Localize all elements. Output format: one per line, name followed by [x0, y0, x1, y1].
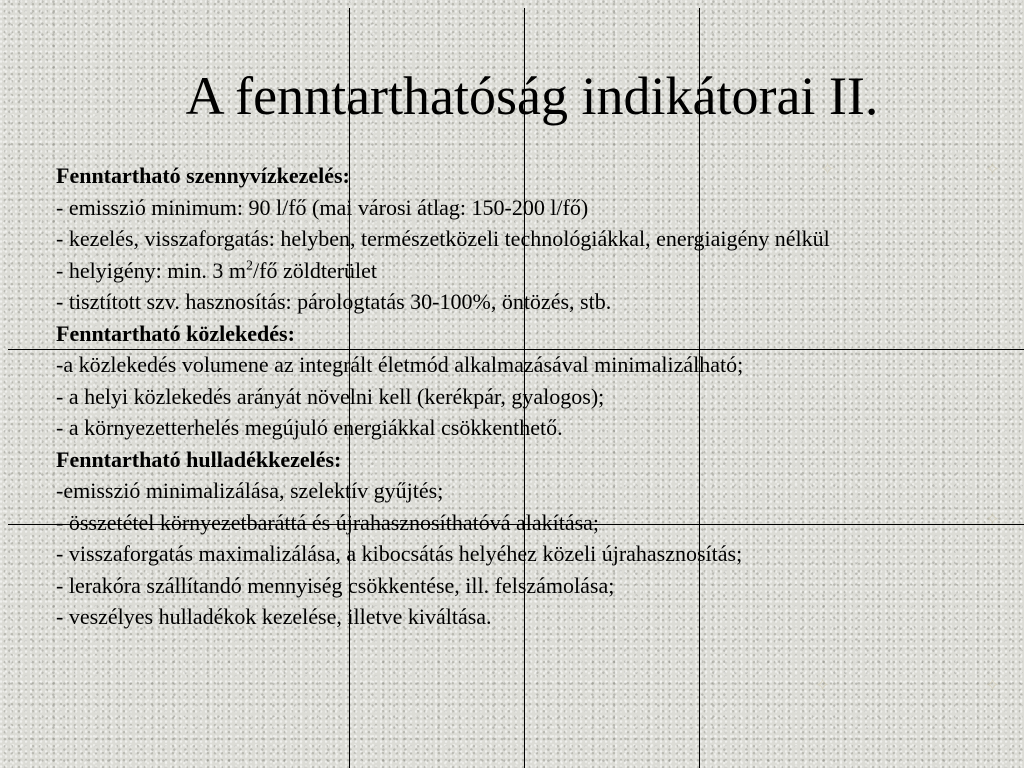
decorative-star-icon: ✧: [985, 675, 1001, 695]
section-wastewater: [56, 160, 986, 318]
list-item: - emisszió minimum: 90 l/fő (mai városi átlag: 150-200 l/fő): [56, 194, 589, 220]
decorative-star-icon: ✧: [820, 159, 836, 179]
slide-body: [56, 160, 986, 633]
list-item: - a helyi közlekedés arányát növelni kell (kerékpár, gyalogos);: [56, 383, 605, 409]
list-item: - kezelés, visszaforgatás: helyben, természetközeli technológiákkal, energiaigény nélkül: [56, 226, 830, 251]
section-transport: [56, 318, 986, 444]
superscript: 2: [246, 258, 254, 274]
slide-title: A fenntarthatóság indikátorai II.: [185, 66, 879, 126]
section-heading: Fenntartható hulladékkezelés:: [56, 446, 342, 472]
list-item: - tisztított szv. hasznosítás: párologtatás 30-100%, öntözés, stb.: [56, 289, 612, 314]
decorative-star-icon: ✧: [985, 509, 1001, 529]
list-item: - veszélyes hulladékok kezelése, illetve kiváltása.: [56, 604, 492, 629]
section-heading: Fenntartható szennyvízkezelés:: [56, 163, 350, 188]
decorative-star-icon: ✧: [815, 675, 831, 695]
list-item-text: /fő zöldterület: [253, 257, 378, 283]
section-waste: [56, 444, 986, 633]
list-item: -emisszió minimalizálása, szelektív gyűjtés;: [56, 478, 444, 503]
list-item-text: - helyigény: min. 3 m: [56, 257, 247, 283]
list-item: - a környezetterhelés megújuló energiákkal csökkenthető.: [56, 415, 563, 440]
list-item: -a közlekedés volumene az integrált életmód alkalmazásával minimalizálható;: [56, 352, 744, 377]
list-item: [56, 255, 986, 287]
section-heading: Fenntartható közlekedés:: [56, 320, 295, 346]
decorative-star-icon: ✧: [985, 159, 1001, 179]
list-item: - lerakóra szállítandó mennyiség csökkentése, ill. felszámolása;: [56, 572, 615, 598]
list-item: - visszaforgatás maximalizálása, a kibocsátás helyéhez közeli újrahasznosítás;: [56, 541, 743, 566]
list-item: - összetétel környezetbaráttá és újrahasznosíthatóvá alakítása;: [56, 509, 600, 535]
